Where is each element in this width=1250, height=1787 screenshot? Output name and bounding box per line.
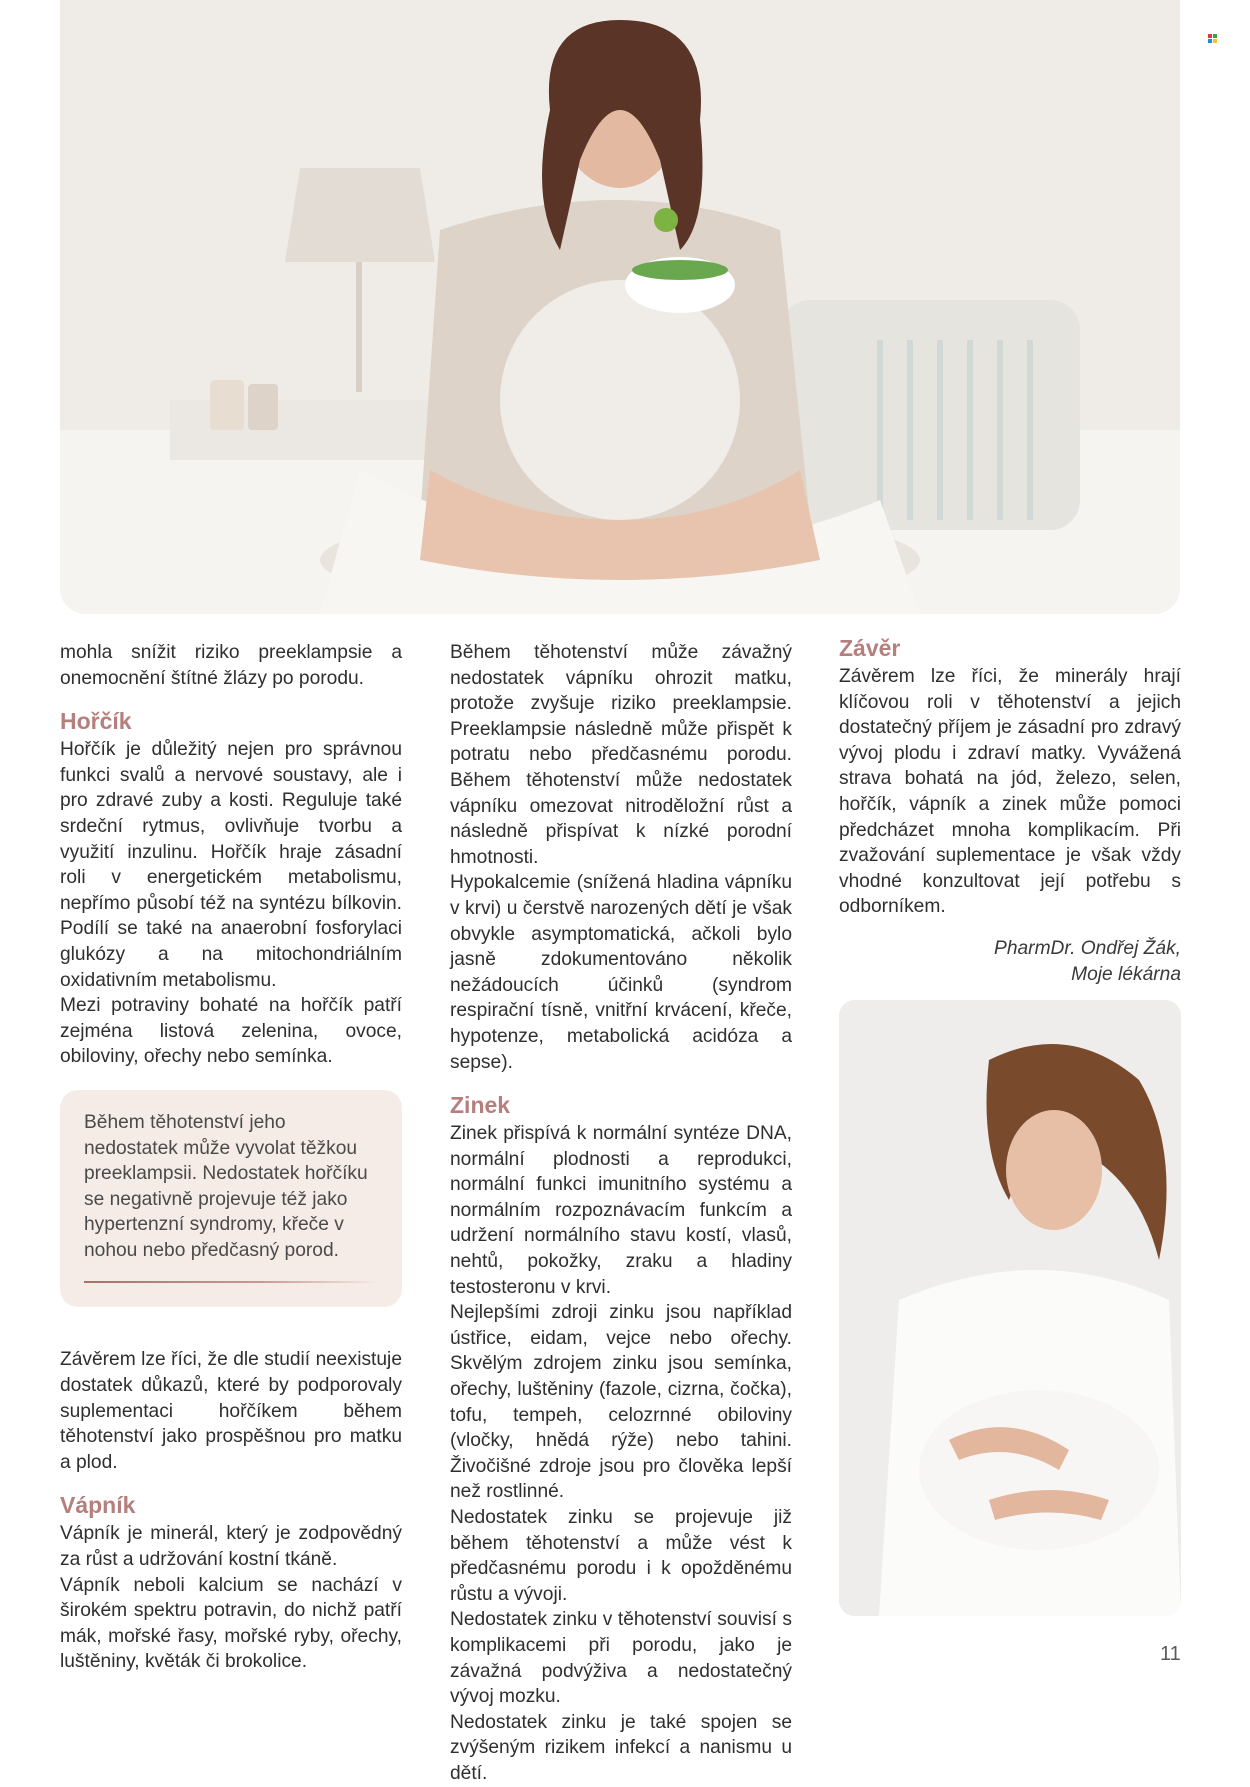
- zinek-paragraph-3: Nedostatek zinku se projevuje již během těhotenství a může vést k předčasnému porodu i k opožděnému růstu a vývoji.: [450, 1507, 792, 1605]
- zinek-paragraph-2: Nejlepšími zdroji zinku jsou například ústřice, eidam, vejce nebo ořechy. Skvělým zdrojem zinku jsou semínka, ořechy, luštěniny (fazole, cizrna, čočka), tofu, tempeh, celozrnné obiloviny (vločky, hnědá rýže) nebo tahini. Živočišné zdroje jsou pro člověka lepší než rostlinné.: [450, 1302, 792, 1503]
- vapnik-paragraph-4: Hypokalcemie (snížená hladina vápníku v krvi) u čerstvě narozených dětí je však obvykle asymptomatická, ačkoli bylo jasně zdokumentováno několik nežádoucích účinků (syndrom respirační tísně, vnitřní krvácení, křeče, hypotenze, metabolická acidóza a sepse).: [450, 872, 792, 1073]
- column-left: [60, 640, 402, 1675]
- column-right: [839, 635, 1181, 987]
- side-photo: [839, 1000, 1181, 1616]
- pillow: [780, 300, 1080, 530]
- callout-box: [60, 1090, 402, 1308]
- zaver-paragraph: Závěrem lze říci, že minerály hrají klíčovou roli v těhotenství a jejich dostatečný příjem je zásadní pro zdravý vývoj plodu i zdraví matky. Vyvážená strava bohatá na jód, železo, selen, hořčík, vápník a zinek může pomoci předcházet mnoha komplikacím. Při zvažování suplementace je však vždy vhodné konzultovat její potřebu s odborníkem.: [839, 666, 1181, 918]
- hero-photo: [60, 0, 1180, 614]
- hero-illustration: [60, 0, 1180, 614]
- vapnik-paragraph-2: Vápník neboli kalcium se nachází v širokém spektru potravin, do nichž patří mák, mořské řasy, mořské ryby, ořechy, luštěniny, květák či brokolice.: [60, 1574, 402, 1673]
- vapnik-paragraph-3: Během těhotenství může závažný nedostatek vápníku ohrozit matku, protože zvyšuje riziko preeklampsie. Preeklampsie následně může přispět k potratu nebo předčasnému porodu. Během těhotenství může nedostatek vápníku omezovat nitroděložní růst a následně přispívat k nízké porodní hmotnosti.: [450, 642, 792, 868]
- belly: [500, 280, 740, 520]
- horcik-paragraph-2: Mezi potraviny bohaté na hořčík patří zejména listová zelenina, ovoce, obiloviny, ořechy nebo semínka.: [60, 995, 402, 1068]
- horcik-paragraph-3: Závěrem lze říci, že dle studií neexistuje dostatek důkazů, které by podporovaly suplementaci hořčíkem během těhotenství jako prospěšnou pro matku a plod.: [60, 1349, 402, 1473]
- section-title-horcik: Hořčík: [60, 708, 132, 735]
- zinek-paragraph-5: Nedostatek zinku je také spojen se zvýšeným rizikem infekcí a nanismu u dětí.: [450, 1711, 792, 1784]
- brand-mark-icon: [1208, 34, 1217, 43]
- belly: [919, 1390, 1159, 1550]
- horcik-paragraph-1: Hořčík je důležitý nejen pro správnou funkci svalů a nervové soustavy, ale i pro zdravé zuby a kosti. Reguluje také srdeční rytmus, ovlivňuje tvorbu a využití inzulinu. Hořčík hraje zásadní roli v energetickém metabolismu, nepřímo působí též na syntézu bílkovin. Podílí se také na anaerobní fosforylaci glukózy a na mitochondriálním oxidativním metabolismu.: [60, 739, 402, 991]
- intro-paragraph: mohla snížit riziko preeklampsie a onemocnění štítné žlázy po porodu.: [60, 642, 402, 689]
- zinek-paragraph-1: Zinek přispívá k normální syntéze DNA, normální plodnosti a reprodukci, normální funkci imunitního systému a normálním rozpoznávacím funkcím a udržení normálního stavu kostí, vlasů, nehtů, pokožky, zraku a hladiny testosteronu v krvi.: [450, 1123, 792, 1298]
- zinek-paragraph-4: Nedostatek zinku v těhotenství souvisí s komplikacemi při porodu, jako je závažná podvýživa a nedostatečný vývoj mozku.: [450, 1609, 792, 1708]
- side-illustration: [839, 1000, 1181, 1616]
- lamp-shade: [285, 168, 435, 262]
- section-title-vapnik: Vápník: [60, 1492, 136, 1519]
- author-source: Moje lékárna: [1071, 963, 1181, 985]
- page-number: 11: [1160, 1643, 1181, 1665]
- author-signature: [839, 936, 1181, 987]
- callout-text: Během těhotenství jeho nedostatek může vyvolat těžkou preeklampsii. Nedostatek hořčíku se negativně projevuje též jako hypertenzní syndromy, křeče v nohou nebo předčasný porod.: [84, 1111, 368, 1261]
- author-name: PharmDr. Ondřej Žák,: [994, 937, 1181, 959]
- callout-divider: [84, 1281, 380, 1283]
- section-title-zaver: Závěr: [839, 635, 901, 661]
- column-middle: [450, 640, 792, 1787]
- vapnik-paragraph-1: Vápník je minerál, který je zodpovědný za růst a udržování kostní tkáně.: [60, 1523, 402, 1571]
- section-title-zinek: Zinek: [450, 1092, 511, 1119]
- face: [1006, 1110, 1102, 1230]
